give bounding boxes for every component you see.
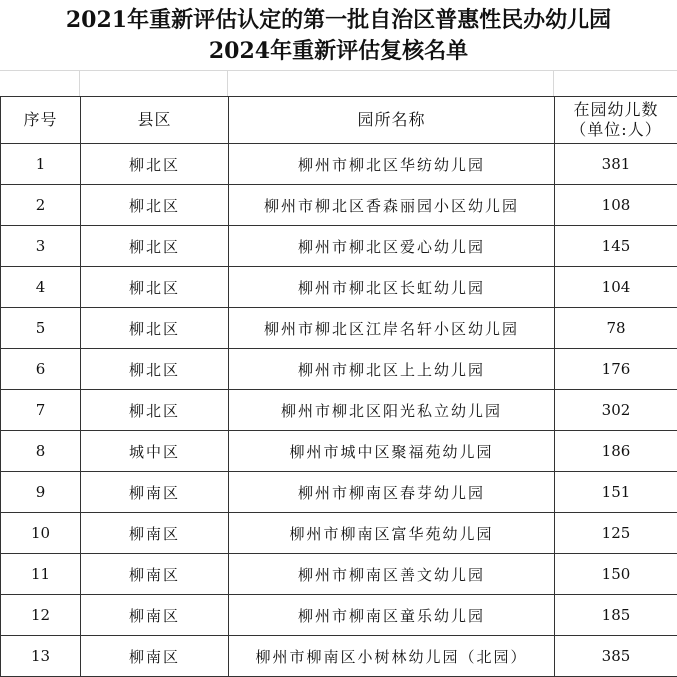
cell-child-count[interactable]: 150 bbox=[555, 554, 677, 595]
table-row bbox=[1, 390, 677, 431]
cell-index[interactable]: 13 bbox=[1, 636, 81, 677]
header-name[interactable]: 园所名称 bbox=[229, 97, 555, 144]
table-row bbox=[1, 513, 677, 554]
cell-child-count[interactable]: 125 bbox=[555, 513, 677, 554]
cell-index[interactable]: 9 bbox=[1, 472, 81, 513]
cell-kindergarten-name[interactable]: 柳州市柳北区江岸名轩小区幼儿园 bbox=[229, 308, 555, 349]
cell-kindergarten-name[interactable]: 柳州市城中区聚福苑幼儿园 bbox=[229, 431, 555, 472]
cell-child-count[interactable]: 104 bbox=[555, 267, 677, 308]
header-count-label: 在园幼儿数 bbox=[555, 100, 677, 120]
table-row bbox=[1, 595, 677, 636]
cell-child-count[interactable]: 151 bbox=[555, 472, 677, 513]
cell-child-count[interactable]: 176 bbox=[555, 349, 677, 390]
table-row bbox=[1, 349, 677, 390]
table-row bbox=[1, 267, 677, 308]
cell-county[interactable]: 柳北区 bbox=[81, 308, 229, 349]
cell-index[interactable]: 5 bbox=[1, 308, 81, 349]
cell-county[interactable]: 柳南区 bbox=[81, 554, 229, 595]
table-row bbox=[1, 472, 677, 513]
cell-index[interactable]: 8 bbox=[1, 431, 81, 472]
header-county[interactable]: 县区 bbox=[81, 97, 229, 144]
cell-child-count[interactable]: 185 bbox=[555, 595, 677, 636]
cell-index[interactable]: 4 bbox=[1, 267, 81, 308]
cell-county[interactable]: 柳北区 bbox=[81, 144, 229, 185]
cell-county[interactable]: 柳北区 bbox=[81, 185, 229, 226]
cell-kindergarten-name[interactable]: 柳州市柳北区华纺幼儿园 bbox=[229, 144, 555, 185]
table-body bbox=[1, 144, 677, 677]
cell-county[interactable]: 柳南区 bbox=[81, 636, 229, 677]
table-row bbox=[1, 144, 677, 185]
cell-county[interactable]: 柳北区 bbox=[81, 349, 229, 390]
cell-index[interactable]: 11 bbox=[1, 554, 81, 595]
gridline bbox=[0, 70, 677, 71]
cell-kindergarten-name[interactable]: 柳州市柳南区善文幼儿园 bbox=[229, 554, 555, 595]
cell-county[interactable]: 柳北区 bbox=[81, 226, 229, 267]
cell-child-count[interactable]: 302 bbox=[555, 390, 677, 431]
header-count[interactable] bbox=[555, 97, 677, 144]
cell-kindergarten-name[interactable]: 柳州市柳南区小树林幼儿园（北园） bbox=[229, 636, 555, 677]
cell-index[interactable]: 2 bbox=[1, 185, 81, 226]
gridline bbox=[79, 70, 80, 96]
cell-child-count[interactable]: 145 bbox=[555, 226, 677, 267]
table-row bbox=[1, 308, 677, 349]
table-row bbox=[1, 636, 677, 677]
cell-county[interactable]: 柳南区 bbox=[81, 472, 229, 513]
cell-kindergarten-name[interactable]: 柳州市柳北区长虹幼儿园 bbox=[229, 267, 555, 308]
cell-county[interactable]: 城中区 bbox=[81, 431, 229, 472]
cell-index[interactable]: 6 bbox=[1, 349, 81, 390]
cell-index[interactable]: 10 bbox=[1, 513, 81, 554]
cell-index[interactable]: 3 bbox=[1, 226, 81, 267]
cell-child-count[interactable]: 108 bbox=[555, 185, 677, 226]
header-count-unit: （单位:人） bbox=[555, 120, 677, 140]
gridline bbox=[553, 70, 554, 96]
table-header-row bbox=[1, 97, 677, 144]
cell-child-count[interactable]: 186 bbox=[555, 431, 677, 472]
table-row bbox=[1, 226, 677, 267]
page-title: 2021年重新评估认定的第一批自治区普惠性民办幼儿园 bbox=[0, 6, 677, 34]
cell-kindergarten-name[interactable]: 柳州市柳北区香森丽园小区幼儿园 bbox=[229, 185, 555, 226]
cell-kindergarten-name[interactable]: 柳州市柳南区春芽幼儿园 bbox=[229, 472, 555, 513]
cell-county[interactable]: 柳北区 bbox=[81, 390, 229, 431]
cell-kindergarten-name[interactable]: 柳州市柳南区童乐幼儿园 bbox=[229, 595, 555, 636]
cell-county[interactable]: 柳北区 bbox=[81, 267, 229, 308]
table-row bbox=[1, 554, 677, 595]
table-row bbox=[1, 185, 677, 226]
gridline bbox=[227, 70, 228, 96]
header-index[interactable]: 序号 bbox=[1, 97, 81, 144]
cell-index[interactable]: 12 bbox=[1, 595, 81, 636]
cell-county[interactable]: 柳南区 bbox=[81, 513, 229, 554]
page-subtitle: 2024年重新评估复核名单 bbox=[0, 37, 677, 65]
cell-index[interactable]: 1 bbox=[1, 144, 81, 185]
cell-child-count[interactable]: 385 bbox=[555, 636, 677, 677]
cell-child-count[interactable]: 381 bbox=[555, 144, 677, 185]
kindergarten-table bbox=[0, 96, 677, 677]
cell-index[interactable]: 7 bbox=[1, 390, 81, 431]
cell-kindergarten-name[interactable]: 柳州市柳北区爱心幼儿园 bbox=[229, 226, 555, 267]
cell-kindergarten-name[interactable]: 柳州市柳北区阳光私立幼儿园 bbox=[229, 390, 555, 431]
cell-child-count[interactable]: 78 bbox=[555, 308, 677, 349]
cell-kindergarten-name[interactable]: 柳州市柳南区富华苑幼儿园 bbox=[229, 513, 555, 554]
table-row bbox=[1, 431, 677, 472]
cell-county[interactable]: 柳南区 bbox=[81, 595, 229, 636]
cell-kindergarten-name[interactable]: 柳州市柳北区上上幼儿园 bbox=[229, 349, 555, 390]
